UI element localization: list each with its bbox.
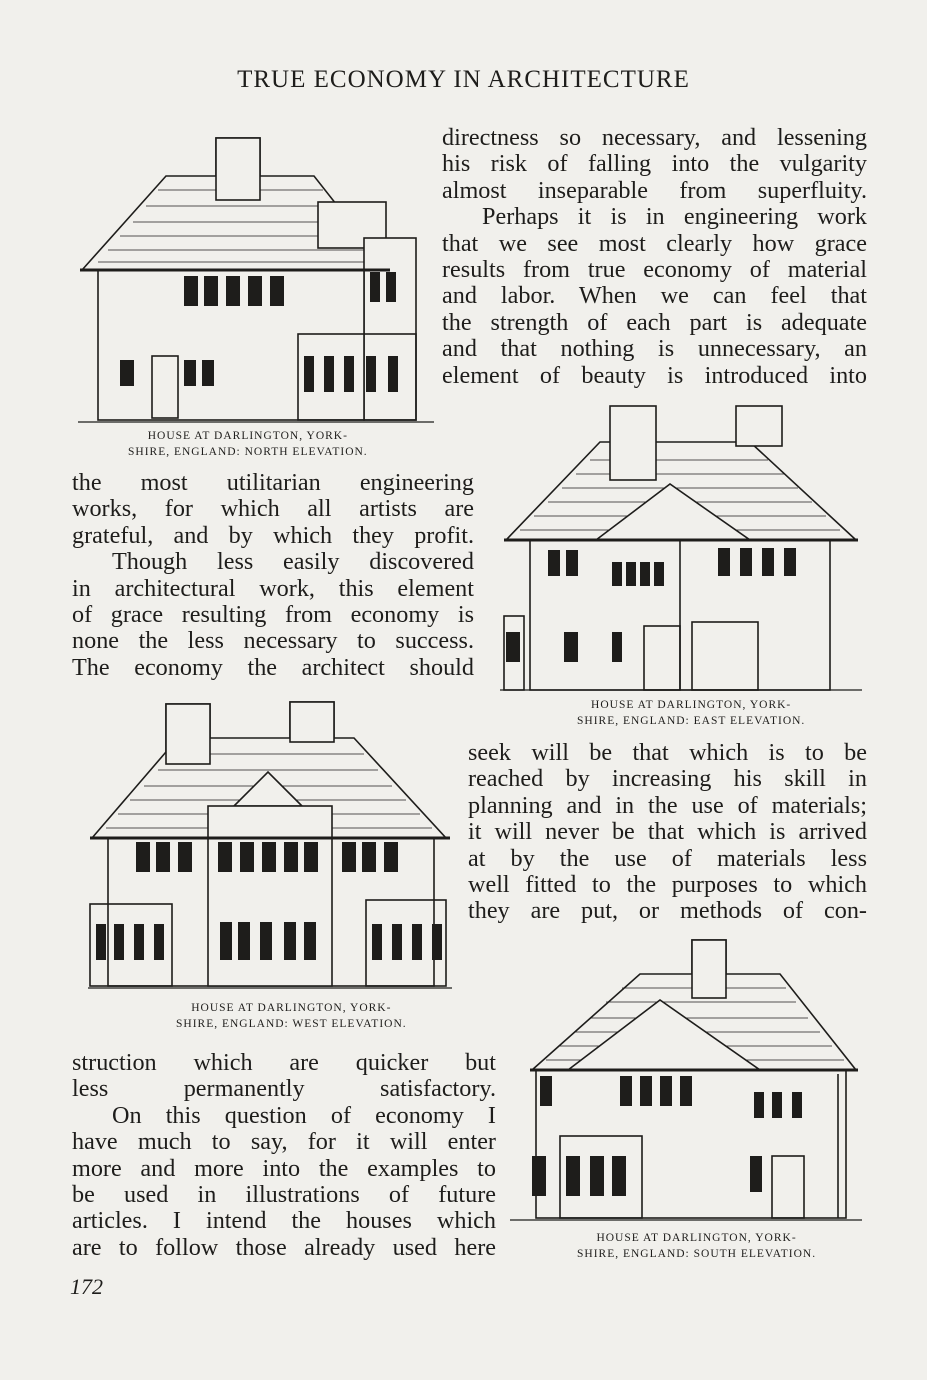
text-line: more and more into the examples to — [72, 1154, 496, 1182]
text-line: and that nothing is unnecessary, an — [442, 335, 867, 363]
text-line: in architectural work, this element — [72, 574, 474, 602]
text-block-a — [442, 125, 867, 389]
text-line: they are put, or methods of con- — [468, 897, 867, 925]
text-block-c — [468, 740, 867, 925]
text-line: results from true economy of material — [442, 256, 867, 284]
house-north-elevation-drawing — [78, 134, 438, 426]
house-west-elevation-drawing — [88, 700, 452, 992]
page-number: 172 — [70, 1274, 103, 1299]
text-line: the most utilitarian engineering — [72, 469, 474, 496]
text-line: element of beauty is introduced into — [442, 361, 867, 389]
text-line: have much to say, for it will enter — [72, 1128, 496, 1156]
text-line: seek will be that which is to be — [468, 739, 867, 766]
text-line: none the less necessary to success. — [72, 627, 474, 655]
caption-south-elevation: HOUSE AT DARLINGTON, YORK- SHIRE, ENGLAND: SOUTH ELEVATION. — [577, 1232, 817, 1260]
running-title: TRUE ECONOMY IN ARCHITECTURE — [237, 66, 690, 93]
text-line: it will never be that which is arrived — [468, 818, 867, 846]
text-line: Though less easily discovered — [112, 548, 474, 576]
caption-west-elevation: HOUSE AT DARLINGTON, YORK- SHIRE, ENGLAND: WEST ELEVATION. — [176, 1002, 407, 1030]
text-line: directness so necessary, and lessening — [442, 124, 867, 151]
text-line: of grace resulting from economy is — [72, 601, 474, 629]
caption-north-elevation: HOUSE AT DARLINGTON, YORK- SHIRE, ENGLAND: NORTH ELEVATION. — [128, 430, 368, 458]
text-line: articles. I intend the houses which — [72, 1207, 496, 1235]
text-line: almost inseparable from superfluity. — [442, 176, 867, 204]
text-line: grateful, and by which they profit. — [72, 521, 474, 549]
text-line: his risk of falling into the vulgarity — [442, 150, 867, 178]
text-line: less permanently satisfactory. — [72, 1075, 496, 1103]
text-line: are to follow those already used here — [72, 1233, 496, 1261]
house-east-elevation-drawing — [500, 400, 862, 692]
house-south-elevation-drawing — [510, 934, 862, 1226]
text-line: Perhaps it is in engineering work — [482, 203, 867, 231]
caption-east-elevation: HOUSE AT DARLINGTON, YORK- SHIRE, ENGLAND: EAST ELEVATION. — [577, 699, 806, 727]
text-line: struction which are quicker but — [72, 1049, 496, 1076]
text-line: On this question of economy I — [112, 1101, 496, 1129]
text-line: well fitted to the purposes to which — [468, 871, 867, 899]
text-block-d — [72, 1050, 496, 1261]
text-line: at by the use of materials less — [468, 844, 867, 872]
text-line: the strength of each part is adequate — [442, 308, 867, 336]
text-line: works, for which all artists are — [72, 495, 474, 523]
text-line: that we see most clearly how grace — [442, 229, 867, 257]
text-line: The economy the architect should — [72, 653, 474, 681]
text-line: reached by increasing his skill in — [468, 765, 867, 793]
text-line: be used in illustrations of future — [72, 1181, 496, 1209]
text-line: planning and in the use of materials; — [468, 791, 867, 819]
text-block-b — [72, 470, 474, 681]
text-line: and labor. When we can feel that — [442, 282, 867, 310]
